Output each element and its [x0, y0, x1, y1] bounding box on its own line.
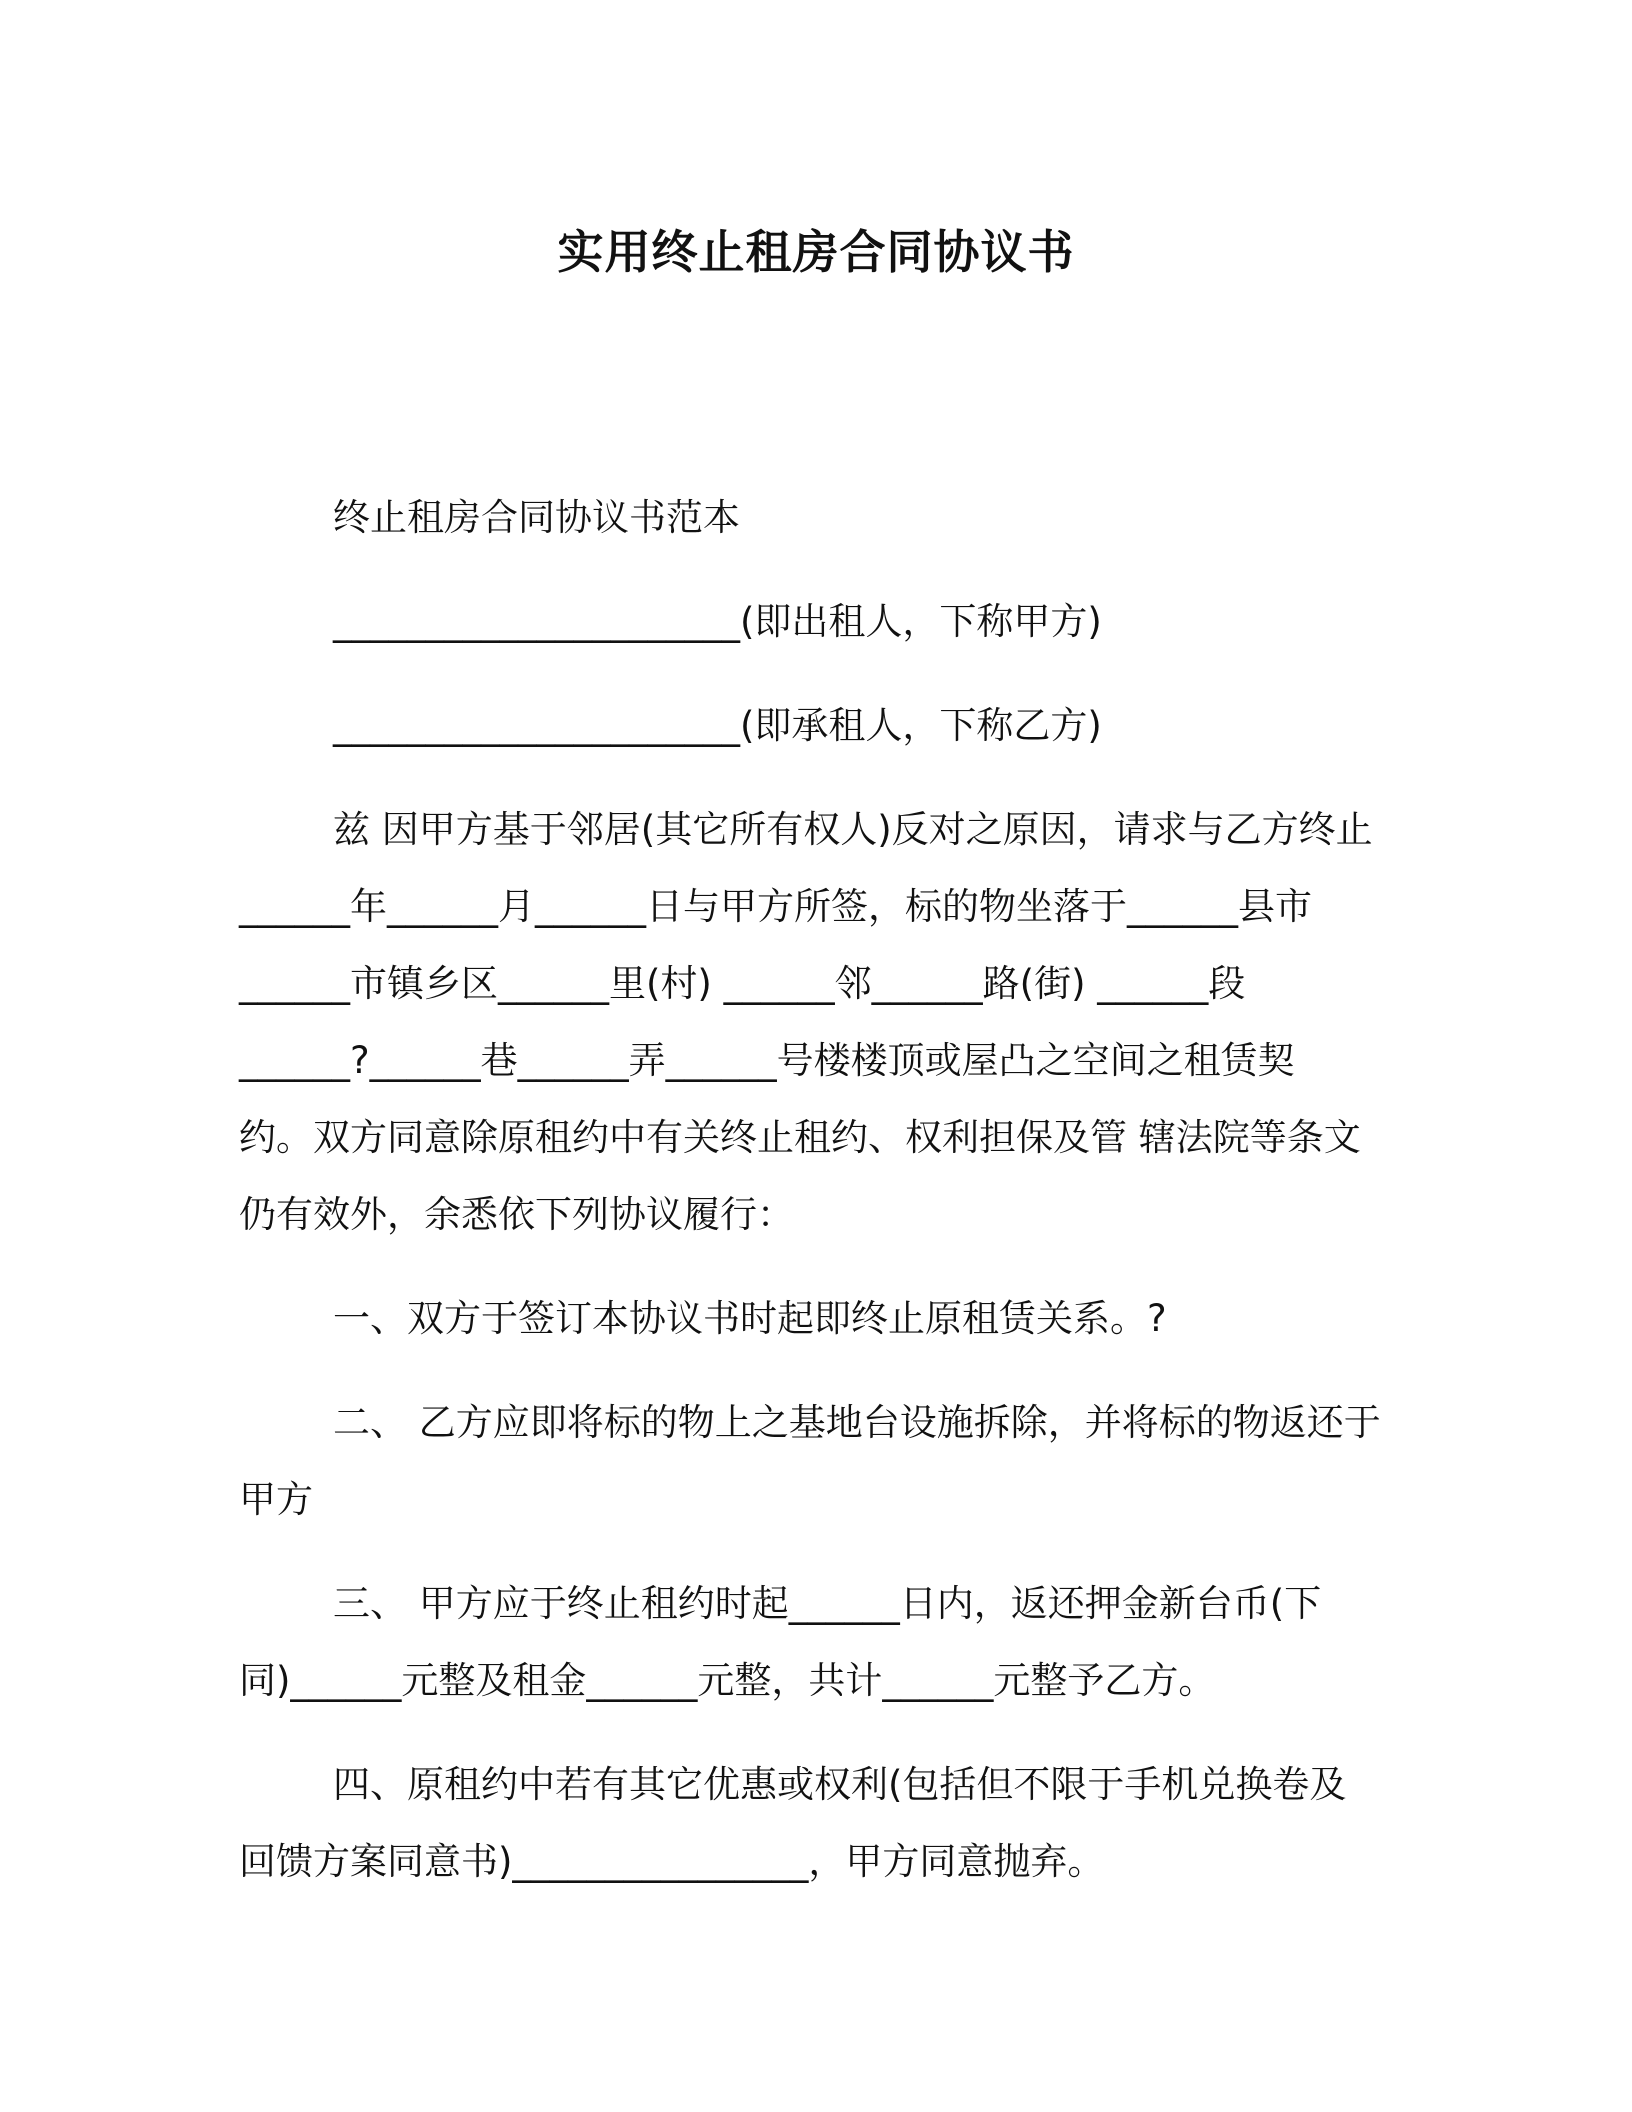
clause-3-line-2: 同)______元整及租金______元整，共计______元整予乙方。: [239, 1659, 1216, 1702]
clause-1: 一、双方于签订本协议书时起即终止原租赁关系。?: [333, 1297, 1167, 1340]
lessee-line: ______________________(即承租人，下称乙方): [333, 704, 1102, 747]
preamble-line-2: ______年______月______日与甲方所签，标的物坐落于______县市: [239, 885, 1312, 928]
document-title: 实用终止租房合同协议书: [557, 225, 1075, 279]
preamble-line-4: ______?______巷______弄______号楼楼顶或屋凸之空间之租赁契: [239, 1039, 1295, 1082]
template-heading: 终止租房合同协议书范本: [333, 496, 740, 539]
clause-4-line-1: 四、原租约中若有其它优惠或权利(包括但不限于手机兑换卷及: [333, 1763, 1347, 1806]
preamble-line-1: 兹 因甲方基于邻居(其它所有权人)反对之原因，请求与乙方终止: [333, 808, 1373, 851]
preamble-line-6: 仍有效外，余悉依下列协议履行：: [239, 1193, 794, 1236]
clause-3-line-1: 三、 甲方应于终止租约时起______日内，返还押金新台币(下: [333, 1582, 1322, 1625]
clause-4-line-2: 回馈方案同意书)________________，甲方同意抛弃。: [239, 1840, 1105, 1883]
preamble-line-3: ______市镇乡区______里(村) ______邻______路(街) ______段: [239, 962, 1246, 1005]
preamble-line-5: 约。双方同意除原租约中有关终止租约、权利担保及管 辖法院等条文: [239, 1116, 1361, 1159]
clause-2-line-1: 二、 乙方应即将标的物上之基地台设施拆除，并将标的物返还于: [333, 1401, 1381, 1444]
clause-2-line-2: 甲方: [239, 1478, 313, 1521]
lessor-line: ______________________(即出租人，下称甲方): [333, 600, 1102, 643]
